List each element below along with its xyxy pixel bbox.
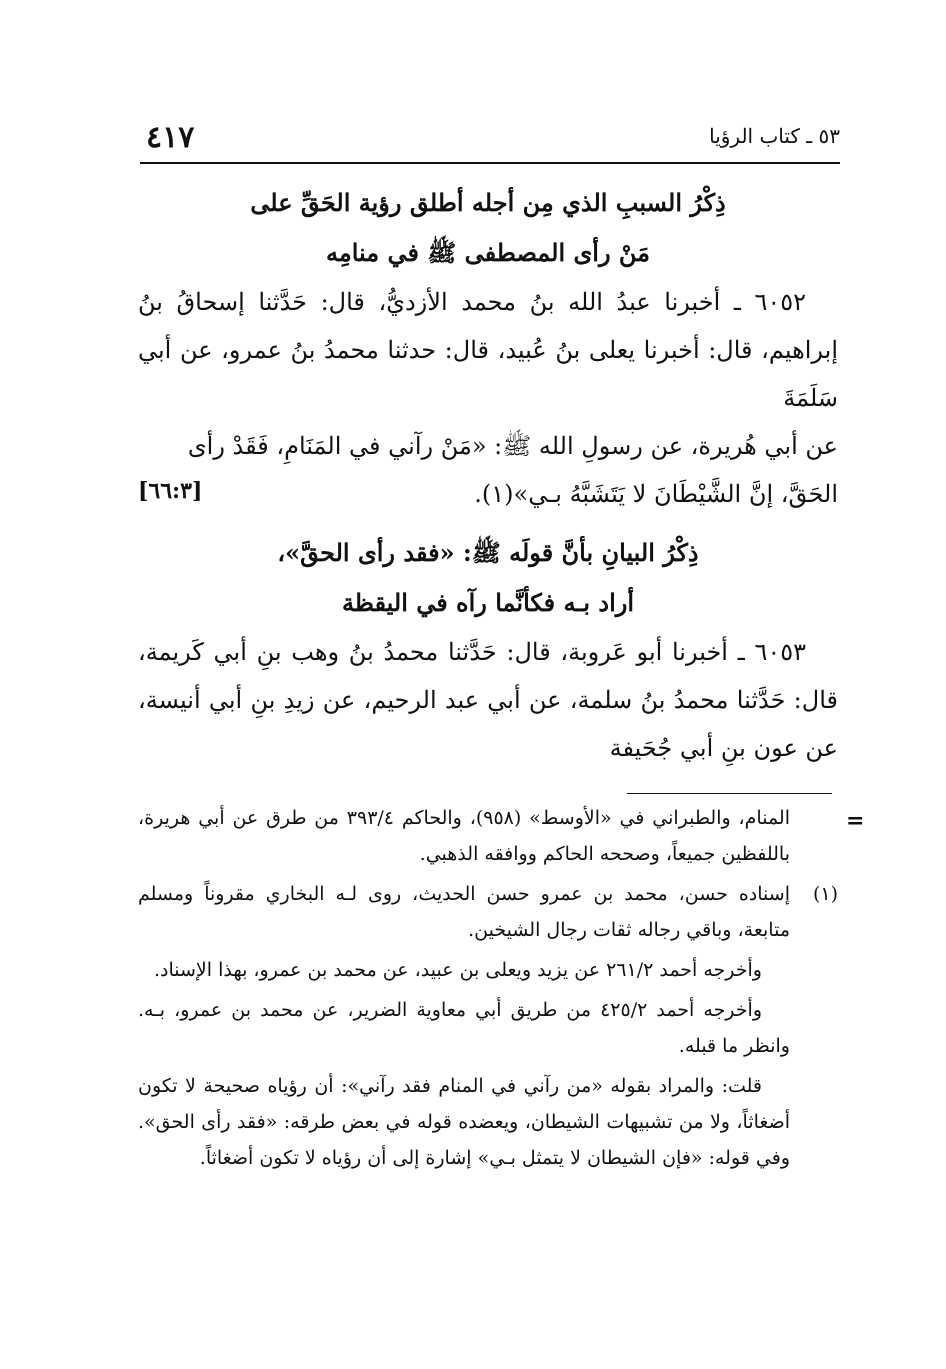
- footnote-1-paragraph-3: وأخرجه أحمد ٤٢٥/٢ من طريق أبي معاوية الضرير، عن محمد بن عمرو، بـه. وانظر ما قبله.: [138, 999, 790, 1057]
- footnote-continued-text: المنام، والطبراني في «الأوسط» (٩٥٨)، والحاكم ٣٩٣/٤ من طرق عن أبي هريرة، باللفظين جميعاً، وصححه الحاكم ووافقه الذهبي.: [138, 807, 790, 865]
- footnote-1-number: (١): [812, 883, 838, 905]
- section-heading-2-line-1: ذِكْرُ البيانِ بأنَّ قولَه ﷺ: «فقد رأى الحقَّ»،: [277, 538, 699, 567]
- main-text: [138, 178, 838, 772]
- footnote-1-paragraph-1: [138, 876, 838, 948]
- footnote-1-paragraph-4: قلت: والمراد بقوله «من رآني في المنام فقد رآني»: أن رؤياه صحيحة لا تكون أضغاثاً، ولا من تشبيهات الشيطان، ويعضده قوله في بعض طرقه: «فقد رأى الحق». وفي قوله: «فإن الشيطان لا يتمثل بـي» إشارة إلى أن رؤياه لا تكون أضغاثاً.: [138, 1075, 790, 1169]
- footnotes: [138, 800, 838, 1180]
- footnote-continuation-mark: =: [846, 808, 865, 834]
- running-header: [140, 118, 840, 164]
- hadith-6052-isnad: ٦٠٥٢ ـ أخبرنا عبدُ الله بنُ محمد الأزديُّ، قال: حَدَّثنا إسحاقُ بنُ إبراهيم، قال: أخبرنا يعلى بنُ عُبيد، قال: حدثنا محمدُ بنُ عمرو، عن أبي سَلَمَةَ: [138, 288, 838, 412]
- hadith-6053-isnad: ٦٠٥٣ ـ أخبرنا أبو عَروبة، قال: حَدَّثنا محمدُ بنُ وهب بنِ أبي كَريمة، قال: حَدَّثنا محمدُ بنُ سلمة، عن أبي عبد الرحيم، عن زيدِ بنِ أبي أنيسة، عن عون بنِ أبي جُحَيفة: [138, 638, 838, 762]
- footnote-1: [138, 876, 838, 1176]
- footnote-divider: [627, 793, 832, 794]
- hadith-6052-matn: عن أبي هُريرة، عن رسولِ الله ﷺ: «مَنْ رآني في المَنَامِ، فَقَدْ رأى الحَقَّ، إنَّ الشَّيْطَانَ لا يَتَشَبَّهُ بـي»(١).: [187, 432, 838, 508]
- chapter-title: ٥٣ ـ كتاب الرؤيا: [709, 124, 840, 148]
- footnote-1-paragraph-2: وأخرجه أحمد ٢٦١/٢ عن يزيد ويعلى بن عبيد، عن محمد بن عمرو، بهذا الإسناد.: [153, 959, 762, 981]
- hadith-6052-reference: [٦٦:٣]: [138, 478, 203, 504]
- footnote-1-text-1: إسناده حسن، محمد بن عمرو حسن الحديث، روى لـه البخاري مقروناً ومسلم متابعة، وباقي رجاله ثقات رجال الشيخين.: [138, 883, 790, 941]
- section-heading-1-line-2: مَنْ رأى المصطفى ﷺ في منامِه: [325, 238, 651, 267]
- section-heading-1-line-1: ذِكْرُ السببِ الذي مِن أجله أطلق رؤية الحَقِّ على: [250, 188, 726, 217]
- hadith-6052-matn-block: [138, 422, 838, 518]
- section-heading-2-line-2: أراد بـه فكأنَّما رآه في اليقظة: [341, 588, 635, 617]
- page-number: ٤١٧: [146, 120, 195, 155]
